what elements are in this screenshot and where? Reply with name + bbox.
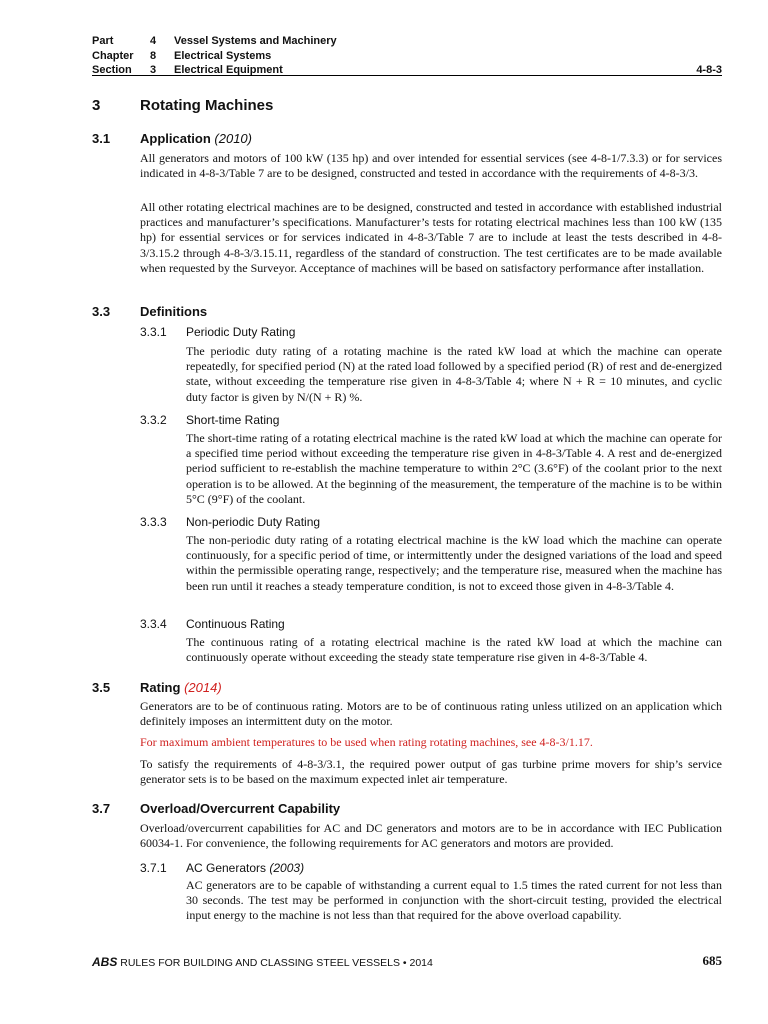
header-rule — [92, 75, 722, 76]
subheading-number: 3.3.1 — [140, 325, 167, 339]
heading-number: 3 — [92, 97, 101, 114]
heading-number: 3.1 — [92, 131, 111, 146]
paragraph-short-time: The short-time rating of a rotating electrical machine is the rated kW load at which the machine can operate for a specified time period without exceeding the temperature rise given in 4-8-3/Table 4. A rest and de-energized period sufficient to re-establish the machine temperature to within 2°C (3.6°F) of the coolant prior to the next operation is to be allowed. At the beginning of the measurement, the temperature of the machine is to be within 5°C (9°F) of the coolant. — [186, 431, 722, 506]
subheading-number: 3.3.2 — [140, 413, 167, 427]
heading-number: 3.3 — [92, 304, 111, 319]
revision-date: (2003) — [269, 861, 305, 875]
footer-year: 2014 — [409, 957, 433, 969]
subheading-number: 3.3.4 — [140, 617, 167, 631]
paragraph-periodic-duty: The periodic duty rating of a rotating machine is the rated kW load at which the machine can operate repeatedly, for specified period (N) at the rated load followed by a specified period (R) of rest and de-energized state, without exceeding the temperature rise given in 4-8-3/Table 4; where N + R = 10 minutes, and cyclic duty factor is given by N/(N + R) %. — [186, 344, 722, 404]
subheading-title: Periodic Duty Rating — [186, 325, 296, 339]
revision-date: (2014) — [184, 680, 222, 695]
heading-title: Definitions — [140, 304, 208, 319]
heading-number: 3.5 — [92, 680, 111, 695]
header-part-row — [92, 34, 722, 49]
subheading-number: 3.3.3 — [140, 515, 167, 529]
footer-book-title: RULES FOR BUILDING AND CLASSING STEEL VESSELS — [120, 957, 400, 969]
paragraph-rating-2-revised: For maximum ambient temperatures to be used when rating rotating machines, see 4-8-3/1.17. — [140, 735, 593, 749]
subheading-title — [186, 861, 304, 875]
header-reference: 4-8-3 — [696, 64, 722, 76]
footer-bullet: • — [399, 957, 410, 969]
subheading-title: Continuous Rating — [186, 617, 285, 631]
subheading-number: 3.7.1 — [140, 861, 167, 875]
heading-number: 3.7 — [92, 801, 111, 816]
section-title: Electrical Equipment — [174, 64, 283, 76]
chapter-title: Electrical Systems — [174, 49, 272, 62]
heading-title: Overload/Overcurrent Capability — [140, 801, 341, 816]
abs-logo-text: ABS — [92, 955, 118, 969]
subheading-title-text: AC Generators — [186, 861, 267, 875]
heading-title-text: Rating — [140, 680, 181, 695]
subheading-title: Non-periodic Duty Rating — [186, 515, 321, 529]
paragraph-ac-generators: AC generators are to be capable of withstanding a current equal to 1.5 times the rated current for not less than 30 seconds. The test may be performed in conjunction with the short-circuit testing, provided the electrical input energy to the machine is not less than that required for the above overload capability. — [186, 878, 722, 923]
heading-title-text: Application — [140, 131, 211, 146]
paragraph-continuous: The continuous rating of a rotating electrical machine is the rated kW load at which the machine can continuously operate without exceeding the steady state temperature rise given in 4-8-3/Table 4. — [186, 635, 722, 665]
paragraph-rating-3: To satisfy the requirements of 4-8-3/3.1, the required power output of gas turbine prime movers for ship’s service generator sets is to be based on the maximum expected inlet air temperature. — [140, 757, 722, 787]
page-footer — [92, 953, 722, 971]
part-number: 4 — [150, 35, 157, 47]
subheading-title: Short-time Rating — [186, 413, 280, 427]
paragraph-non-periodic: The non-periodic duty rating of a rotating electrical machine is the kW load which the machine can operate continuously, for a specific period of time, or intermittently under the designed variations of the load and speed within the permissible operating range, respectively; and the temperature rise, measured when the machine has been run until it reaches a steady temperature condition, is not to exceed those given in 4-8-3/Table 4. — [186, 533, 722, 593]
page-number: 685 — [702, 953, 722, 968]
section-number: 3 — [150, 64, 157, 76]
paragraph-rating-1: Generators are to be of continuous rating. Motors are to be of continuous rating unless utilized on an application which definitely imposes an intermittent duty on the motor. — [140, 699, 722, 729]
footer-title — [92, 955, 433, 969]
heading-title — [140, 131, 252, 146]
running-header — [92, 34, 722, 78]
paragraph-application-1: All generators and motors of 100 kW (135 hp) and over intended for essential services (see 4-8-1/7.3.3) or for services indicated in 4-8-3/Table 7 are to be designed, constructed and tested in accordance with the requirements of 4-8-3/3. — [140, 151, 722, 181]
part-title: Vessel Systems and Machinery — [174, 35, 337, 47]
section-label: Section — [92, 64, 132, 76]
chapter-number: 8 — [150, 49, 157, 62]
heading-title — [140, 680, 222, 695]
heading-title: Rotating Machines — [140, 97, 274, 114]
paragraph-overload-1: Overload/overcurrent capabilities for AC and DC generators and motors are to be in accordance with IEC Publication 60034-1. For convenience, the following requirements for AC generators and motors are provided. — [140, 821, 722, 851]
part-label: Part — [92, 35, 114, 47]
revision-date: (2010) — [214, 131, 252, 146]
chapter-label: Chapter — [92, 49, 134, 62]
header-chapter-row — [92, 49, 722, 64]
paragraph-application-2: All other rotating electrical machines are to be designed, constructed and tested in accordance with established industrial practices and manufacturer’s specifications. Manufacturer’s tests for rotating electrical machines less than 100 kW (135 hp) for essential services or for services indicated in 4-8-3/Table 7 are to include at least the tests described in 4-8-3/3.15.2 through 4-8-3/3.15.11, regardless of the standard of construction. The test certificates are to be made available when requested by the Surveyor. Acceptance of machines will be based on satisfactory performance after installation. — [140, 200, 722, 275]
